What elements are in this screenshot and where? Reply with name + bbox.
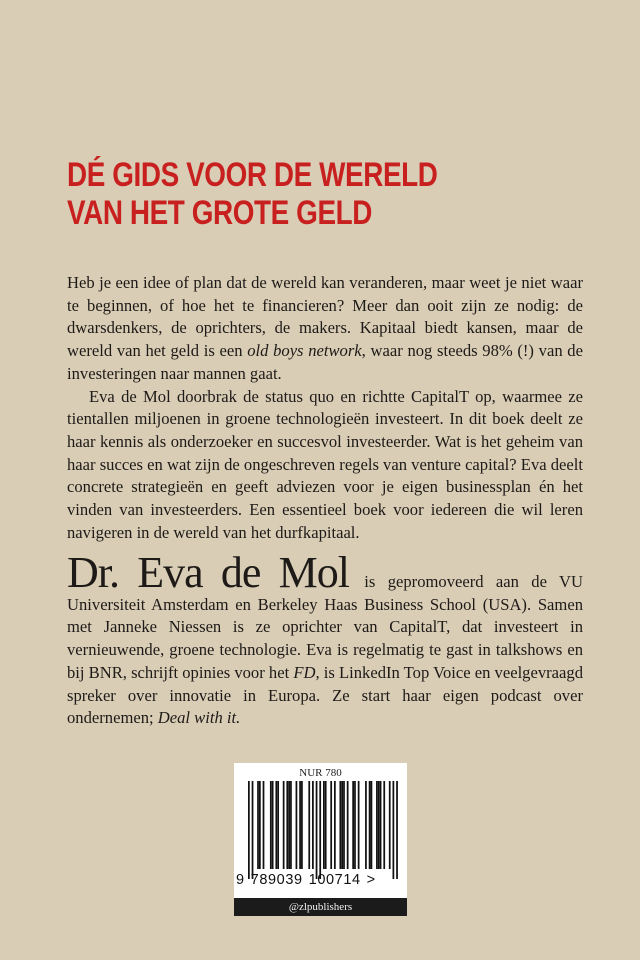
- author-name: Dr. Eva de Mol: [67, 548, 349, 597]
- headline-line-1: DÉ GIDS VOOR DE WERELD: [67, 156, 438, 194]
- blurb: [67, 272, 583, 544]
- isbn-marker: >: [366, 872, 376, 888]
- publisher-handle: @zlpublishers: [234, 898, 407, 916]
- blurb-text: , waar nog steeds 98% (!) van de investeringen naar mannen gaat.: [67, 341, 583, 383]
- isbn-barcode: [248, 781, 398, 879]
- bio-text: is gepromoveerd aan de VU Universiteit Amsterdam en Berkeley Haas Business School (USA). Samen met Janneke Niessen is ze oprichter van CapitalT, dat investeert in vernieuwende, groene technologie. Eva is regelmatig te gast in talkshows en bij BNR, schrijft opinies voor het: [67, 572, 583, 682]
- blurb-italic-phrase: old boys network: [247, 341, 362, 361]
- barcode-label: [234, 763, 407, 916]
- isbn-group-1: 789039: [250, 872, 303, 888]
- isbn-number: [236, 872, 376, 888]
- blurb-paragraph-2: Eva de Mol doorbrak de status quo en richtte CapitalT op, waarmee ze tientallen miljoenen in groene technologieën investeert. In dit boek deelt ze haar kennis als onderzoeker en succesvol investeerder. Wat is het geheim van haar succes en wat zijn de ongeschreven regels van venture capital? Eva deelt concrete strategieën en geeft adviezen voor je eigen businessplan én het vinden van investeerders. Een essentieel boek voor iedereen die wil leren navigeren in de wereld van het durfkapitaal.: [67, 386, 584, 542]
- author-bio-paragraph: [67, 548, 583, 730]
- bio-italic-podcast: Deal with it.: [157, 708, 241, 728]
- headline-line-2: VAN HET GROTE GELD: [67, 194, 373, 232]
- headline: [67, 156, 493, 232]
- isbn-prefix: 9: [236, 872, 245, 888]
- author-bio: [67, 548, 583, 730]
- bio-italic-fd: FD: [293, 662, 316, 682]
- bio-text: , is LinkedIn Top Voice en veelgevraagd spreker over innovatie in Europa. Ze start haar eigen podcast over ondernemen;: [67, 662, 583, 728]
- blurb-paragraph-1: [67, 272, 583, 386]
- isbn-group-2: 100714: [308, 872, 361, 888]
- nur-code: NUR 780: [299, 767, 342, 779]
- blurb-text: Heb je een idee of plan dat de wereld kan veranderen, maar weet je niet waar te beginnen, of hoe het te financieren? Meer dan ooit zijn ze nodig: de dwarsdenkers, de oprichters, de makers. Kapitaal biedt kansen, maar de wereld van het geld is een: [67, 273, 583, 361]
